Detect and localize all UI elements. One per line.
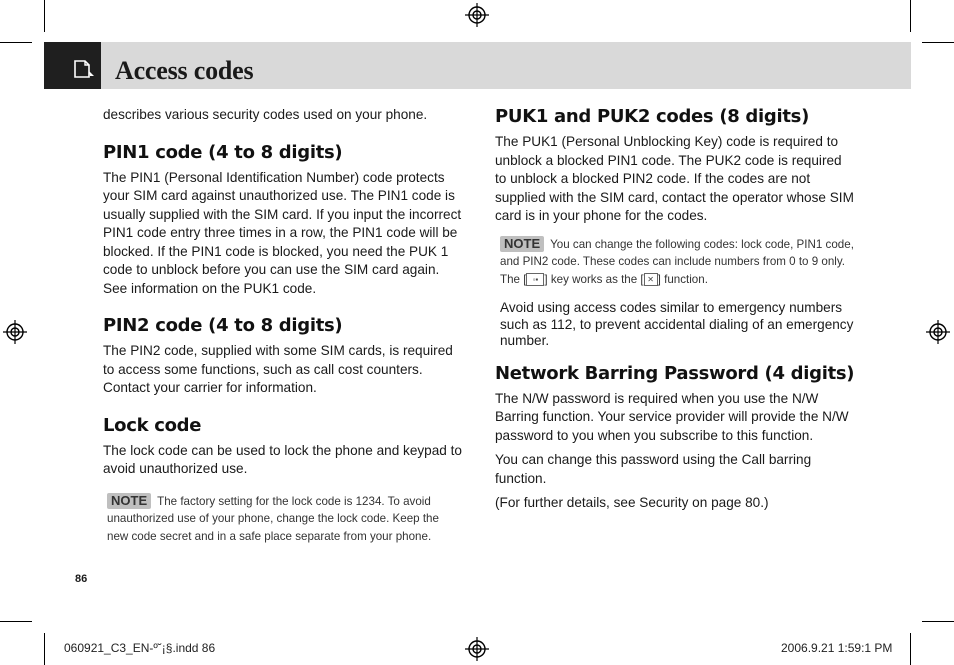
page-number: 86: [75, 573, 88, 585]
footer-file: 060921_C3_EN-º˘¡§.indd 86: [64, 641, 216, 655]
note-extra: Avoid using access codes similar to emergency numbers such as 112, to prevent accidental dialing of an emergency number.: [500, 300, 854, 348]
cancel-key-icon: ✕: [644, 273, 658, 286]
section-body-network-2: You can change this password using the Call barring function.: [495, 452, 812, 486]
left-column: [103, 106, 463, 545]
crop-mark: [922, 42, 954, 43]
header-icon-box: [44, 42, 101, 89]
note-badge: NOTE: [107, 493, 151, 509]
note-body-a: You can change the following codes: lock code, PIN1 code, and PIN2 code. These codes can include numbers from 0 to 9 only. The [: [500, 237, 854, 286]
book-icon: [72, 58, 96, 80]
intro-text: describes various security codes used on your phone.: [103, 107, 428, 122]
crop-mark: [44, 0, 45, 32]
ok-key-icon: ◦▪: [526, 273, 544, 286]
registration-mark-icon: [465, 637, 489, 661]
crop-mark: [44, 633, 45, 665]
section-body-pin1: The PIN1 (Personal Identification Number) code protects your SIM card against unauthorized use. The PIN1 code is usually supplied with the SIM card. If you input the incorrect PIN1 code entry three times in a row, the PIN1 code will be blocked. If the PIN1 code is blocked, you need the PUK 1 code to unblock before you can use the SIM card again. See information on the PUK1 code.: [103, 169, 462, 296]
section-heading-network-barring: Network Barring Password (4 digits): [495, 362, 855, 384]
section-heading-pin2: PIN2 code (4 to 8 digits): [103, 315, 343, 336]
note-body-c: ] function.: [657, 272, 708, 286]
note-body-b: ] key works as the [: [544, 272, 644, 286]
crop-mark: [0, 42, 32, 43]
section-body-puk: The PUK1 (Personal Unblocking Key) code is required to unblock a blocked PIN1 code. The PUK2 code is required to unblock a blocked PIN2 code. If the codes are not supplied with the SIM card, contact the operator whose SIM card is in your phone for the codes.: [495, 134, 854, 223]
note-text: [500, 236, 855, 289]
registration-mark-icon: [3, 320, 27, 344]
note-text: [107, 493, 463, 546]
section-body-pin2: The PIN2 code, supplied with some SIM cards, is required to access some functions, such as call cost counters. Contact your carrier for information.: [103, 343, 453, 395]
section-heading-pin1: PIN1 code (4 to 8 digits): [103, 141, 343, 163]
registration-mark-icon: [926, 320, 950, 344]
page-title: Access codes: [115, 56, 254, 85]
section-body-network-3: (For further details, see Security on page 80.): [495, 495, 769, 510]
section-heading-lock-code: Lock code: [103, 414, 202, 436]
section-body-lock-code: The lock code can be used to lock the phone and keypad to avoid unauthorized use.: [103, 442, 462, 476]
crop-mark: [0, 621, 32, 622]
footer-timestamp: 2006.9.21 1:59:1 PM: [781, 641, 893, 655]
note-body: The factory setting for the lock code is 1234. To avoid unauthorized use of your phone, change the lock code. Keep the new code secret and in a safe place separate from your phone.: [107, 494, 439, 543]
section-heading-puk: PUK1 and PUK2 codes (8 digits): [495, 106, 809, 127]
crop-mark: [910, 633, 911, 665]
note-badge: NOTE: [500, 236, 544, 252]
registration-mark-icon: [465, 3, 489, 27]
crop-mark: [910, 0, 911, 32]
section-body-network-1: The N/W password is required when you use the N/W Barring function. Your service provider will provide the N/W password to you when you subscribe to this function.: [495, 390, 849, 443]
right-column: [495, 106, 855, 513]
note-box: [495, 236, 855, 350]
crop-mark: [922, 621, 954, 622]
note-box: [103, 493, 463, 546]
